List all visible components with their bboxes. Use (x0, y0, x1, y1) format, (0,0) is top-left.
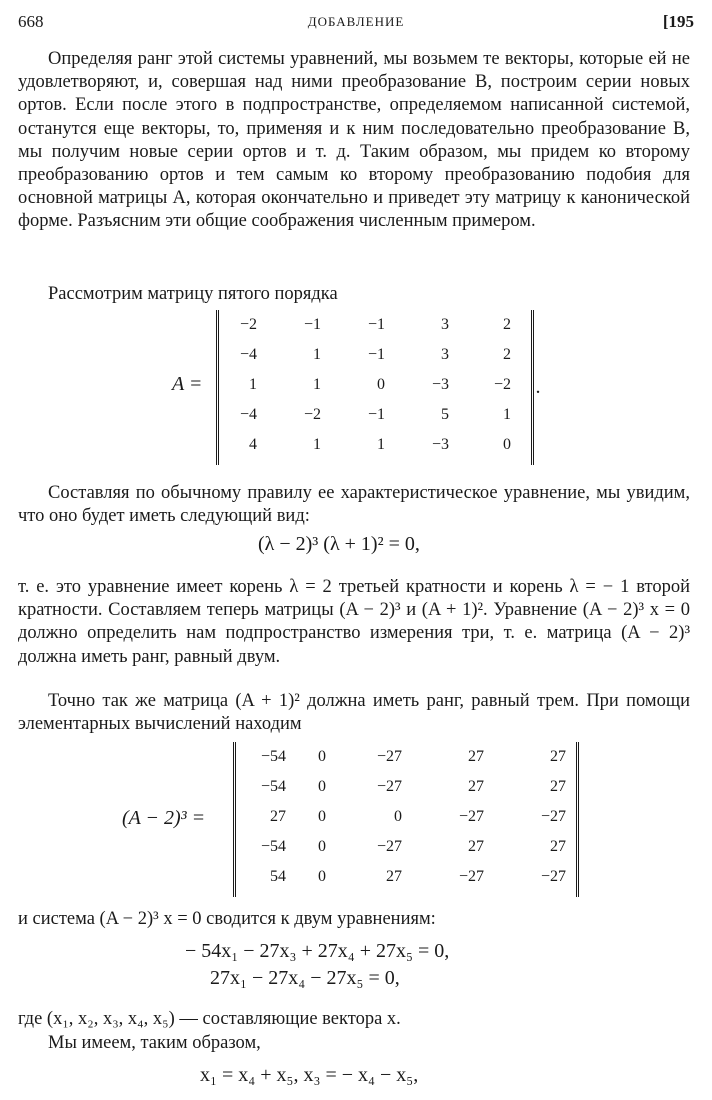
paragraph-3-text: Составляя по обычному правилу ее характеристическое уравнение, мы увидим, что оно будет иметь следующий вид: (18, 483, 690, 527)
paragraph-4-text: т. е. это уравнение имеет корень λ = 2 третьей кратности и корень λ = − 1 второй кратности. Составляем теперь матрицы (A − 2)³ и (A + 1)². Уравнение (A − 2)³ x = 0 должно определить нам подпространство измерения три, т. е. матрица (A − 2)³ должна иметь ранг, равный двум. (18, 577, 690, 667)
matrix-cell: −1 (367, 316, 385, 333)
matrix-row (219, 430, 531, 460)
matrix-cell: 2 (503, 316, 511, 333)
matrix-b-label: (A − 2)³ = (122, 807, 206, 829)
matrix-cell: 0 (377, 376, 385, 393)
matrix-cell: 1 (249, 376, 257, 393)
matrix-cell: −54 (260, 838, 286, 855)
matrix-cell: −2 (239, 316, 257, 333)
matrix-cell: −27 (376, 748, 402, 765)
system-equation-2: 27x₁ − 27x₄ − 27x₅ = 0, (210, 967, 400, 989)
matrix-cell: 27 (550, 778, 566, 795)
matrix-cell: 1 (503, 406, 511, 423)
paragraph-1-text: Определяя ранг этой системы уравнений, мы возьмем те векторы, которые ей не удовлетворяют, и, совершая над ними преобразование B, построим серии новых ортов. Если после этого в подпространстве, определяемом написанной системой, останутся еще векторы, то, применяя и к ним последовательно преобразование B, мы получим новые серии ортов и т. д. Таким образом, мы придем ко второму преобразованию ортов и тем самым ко второму преобразованию подобия для основной матрицы A, которая окончательно и приведет эту матрицу к канонической форме. Разъясним эти общие соображения численным примером. (18, 49, 690, 232)
matrix-cell: 27 (468, 748, 484, 765)
matrix-a-label: A = (172, 373, 203, 395)
matrix-cell: 27 (468, 778, 484, 795)
matrix-cell: 0 (318, 778, 326, 795)
matrix-row (236, 772, 576, 802)
matrix-cell: 0 (318, 838, 326, 855)
matrix-cell: −1 (367, 346, 385, 363)
matrix-cell: 54 (270, 868, 286, 885)
matrix-cell: −27 (458, 808, 484, 825)
matrix-cell: 3 (441, 346, 449, 363)
matrix-cell: 27 (386, 868, 402, 885)
matrix-cell: −27 (376, 838, 402, 855)
paragraph-8 (18, 1032, 690, 1055)
matrix-row (236, 802, 576, 832)
matrix-row (236, 742, 576, 772)
matrix-cell: 0 (318, 748, 326, 765)
matrix-row (219, 310, 531, 340)
matrix-cell: −54 (260, 778, 286, 795)
matrix-row (219, 370, 531, 400)
matrix-cell: −2 (493, 376, 511, 393)
matrix-cell: 1 (313, 376, 321, 393)
final-equation: x₁ = x₄ + x₅, x₃ = − x₄ − x₅, (200, 1064, 419, 1086)
matrix-cell: 0 (503, 436, 511, 453)
matrix-cell: 0 (318, 808, 326, 825)
paragraph-3 (18, 482, 690, 528)
characteristic-equation: (λ − 2)³ (λ + 1)² = 0, (258, 533, 420, 555)
paragraph-2 (18, 283, 690, 306)
paragraph-6 (18, 908, 690, 931)
matrix-cell: −27 (458, 868, 484, 885)
matrix-row (236, 862, 576, 892)
paragraph-8-text: Мы имеем, таким образом, (48, 1033, 261, 1053)
matrix-a (216, 310, 534, 465)
matrix-a-trailing-period: . (536, 376, 541, 398)
matrix-cell: 27 (270, 808, 286, 825)
matrix-cell: 1 (377, 436, 385, 453)
matrix-cell: 0 (318, 868, 326, 885)
matrix-cell: −27 (376, 778, 402, 795)
matrix-cell: 5 (441, 406, 449, 423)
matrix-cell: −27 (540, 868, 566, 885)
matrix-cell: 0 (394, 808, 402, 825)
paragraph-6-text: и система (A − 2)³ x = 0 сводится к двум уравнениям: (18, 909, 436, 929)
matrix-cell: −3 (431, 436, 449, 453)
matrix-cell: 2 (503, 346, 511, 363)
running-head: ДОБАВЛЕНИЕ (307, 14, 405, 29)
matrix-cell: −54 (260, 748, 286, 765)
page-header (18, 12, 694, 38)
paragraph-7-text: где (x₁, x₂, x₃, x₄, x₅) — составляющие вектора x. (18, 1009, 401, 1029)
matrix-cell: 27 (550, 838, 566, 855)
paragraph-4 (18, 576, 690, 669)
matrix-cell: −2 (303, 406, 321, 423)
paragraph-5 (18, 690, 690, 736)
matrix-cell: −3 (431, 376, 449, 393)
system-equation-1: − 54x₁ − 27x₃ + 27x₄ + 27x₅ = 0, (185, 940, 450, 962)
paragraph-2-text: Рассмотрим матрицу пятого порядка (48, 284, 338, 304)
paragraph-1 (18, 48, 690, 234)
matrix-cell: −27 (540, 808, 566, 825)
matrix-cell: 27 (550, 748, 566, 765)
matrix-cell: 3 (441, 316, 449, 333)
matrix-cell: −1 (303, 316, 321, 333)
matrix-cell: −4 (239, 346, 257, 363)
matrix-row (236, 832, 576, 862)
matrix-row (219, 340, 531, 370)
matrix-cell: −1 (367, 406, 385, 423)
page-number: 668 (18, 12, 44, 31)
matrix-cell: 27 (468, 838, 484, 855)
matrix-cell: 1 (313, 436, 321, 453)
paragraph-5-text: Точно так же матрица (A + 1)² должна иметь ранг, равный трем. При помощи элементарных вычислений находим (18, 691, 690, 735)
paragraph-number: [195 (662, 12, 694, 31)
paragraph-7 (18, 1008, 690, 1031)
matrix-b (233, 742, 579, 897)
matrix-cell: −4 (239, 406, 257, 423)
matrix-row (219, 400, 531, 430)
matrix-cell: 4 (249, 436, 257, 453)
matrix-cell: 1 (313, 346, 321, 363)
